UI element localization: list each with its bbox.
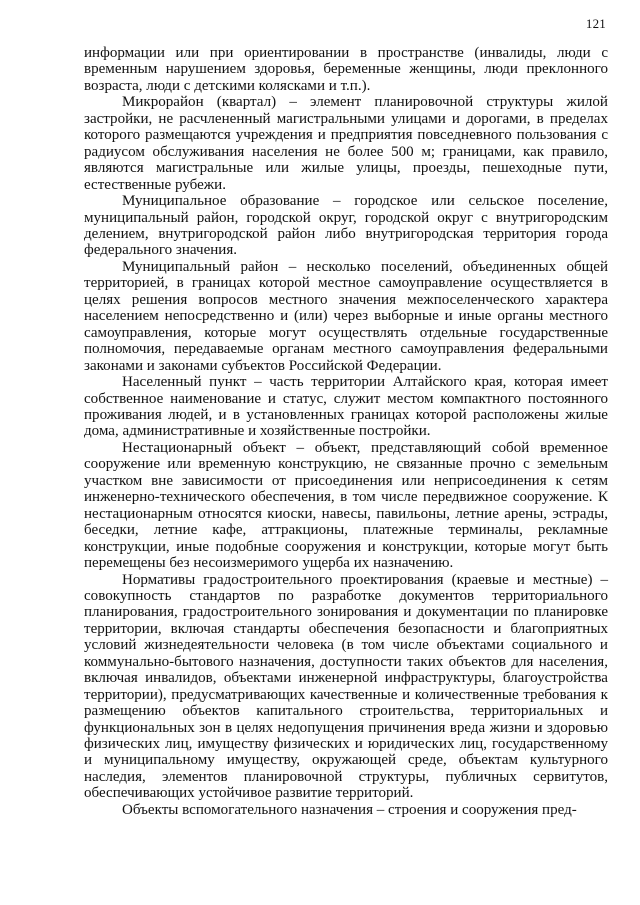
document-body [84, 45, 608, 818]
paragraph-non-stationary-object: Нестационарный объект – объект, представляющий собой временное сооружение или временную конструкцию, не связанные прочно с земельным участком вне зависимости от присоединения или неприсоединения к сетям инженерно-технического обеспечения, в том числе передвижное сооружение. К нестационарным относятся киоски, навесы, павильоны, летние арены, эстрады, беседки, летние кафе, аттракционы, платежные терминалы, рекламные конструкции, иные подобные сооружения и конструкции, которые могут быть перемещены без несоизмеримого ущерба их назначению. [84, 439, 608, 572]
paragraph-continuation: информации или при ориентировании в пространстве (инвалиды, люди с временным нарушением здоровья, беременные женщины, люди преклонного возраста, люди с детскими колясками и т.п.). [84, 45, 608, 94]
paragraph-settlement: Населенный пункт – часть территории Алтайского края, которая имеет собственное наименование и статус, служит местом компактного постоянного проживания людей, и в установленных границах которой расположены жилые дома, административные и хозяйственные постройки. [84, 374, 608, 440]
paragraph-municipal-district: Муниципальный район – несколько поселений, объединенных общей территорией, в границах которой местное самоуправление осуществляется в целях решения вопросов местного значения межпоселенческого характера населением непосредственно и (или) через выборные и иные органы местного самоуправления, которые могут осуществлять отдельные государственные полномочия, передаваемые органам местного самоуправления федеральными законами и законами субъектов Российской Федерации. [84, 258, 608, 374]
paragraph-municipal-formation: Муниципальное образование – городское или сельское поселение, муниципальный район, городской округ, городской округ с внутригородским делением, внутригородской район либо внутригородская территория города федерального значения. [84, 193, 608, 259]
page-number: 121 [585, 16, 606, 31]
paragraph-auxiliary-objects: Объекты вспомогательного назначения – строения и сооружения пред- [122, 801, 577, 818]
paragraph-urban-planning-norms: Нормативы градостроительного проектирования (краевые и местные) – совокупность стандартов по разработке документов территориального планирования, градостроительного зонирования и документации по планировке территории, включая стандарты обеспечения безопасности и благоприятных условий жизнедеятельности человека (в том числе объектами социального и коммунально-бытового назначения, доступности таких объектов для населения, включая инвалидов, объектами инженерной инфраструктуры, благоустройства территории), предусматривающих качественные и количественные требования к размещению объектов капитального строительства, территориальных и функциональных зон в целях недопущения причинения вреда жизни и здоровью физических лиц, имуществу физических и юридических лиц, государственному и муниципальному имуществу, окружающей среде, объектам культурного наследия, элементов планировочной структуры, публичных сервитутов, обеспечивающих устойчивое развитие территорий. [84, 571, 608, 802]
paragraph-mikrorayon: Микрорайон (квартал) – элемент планировочной структуры жилой застройки, не расчлененный магистральными улицами и дорогами, в пределах которого размещаются учреждения и предприятия повседневного пользования с радиусом обслуживания населения не более 500 м; границами, как правило, являются магистральные или жилые улицы, проезды, пешеходные пути, естественные рубежи. [84, 94, 608, 193]
